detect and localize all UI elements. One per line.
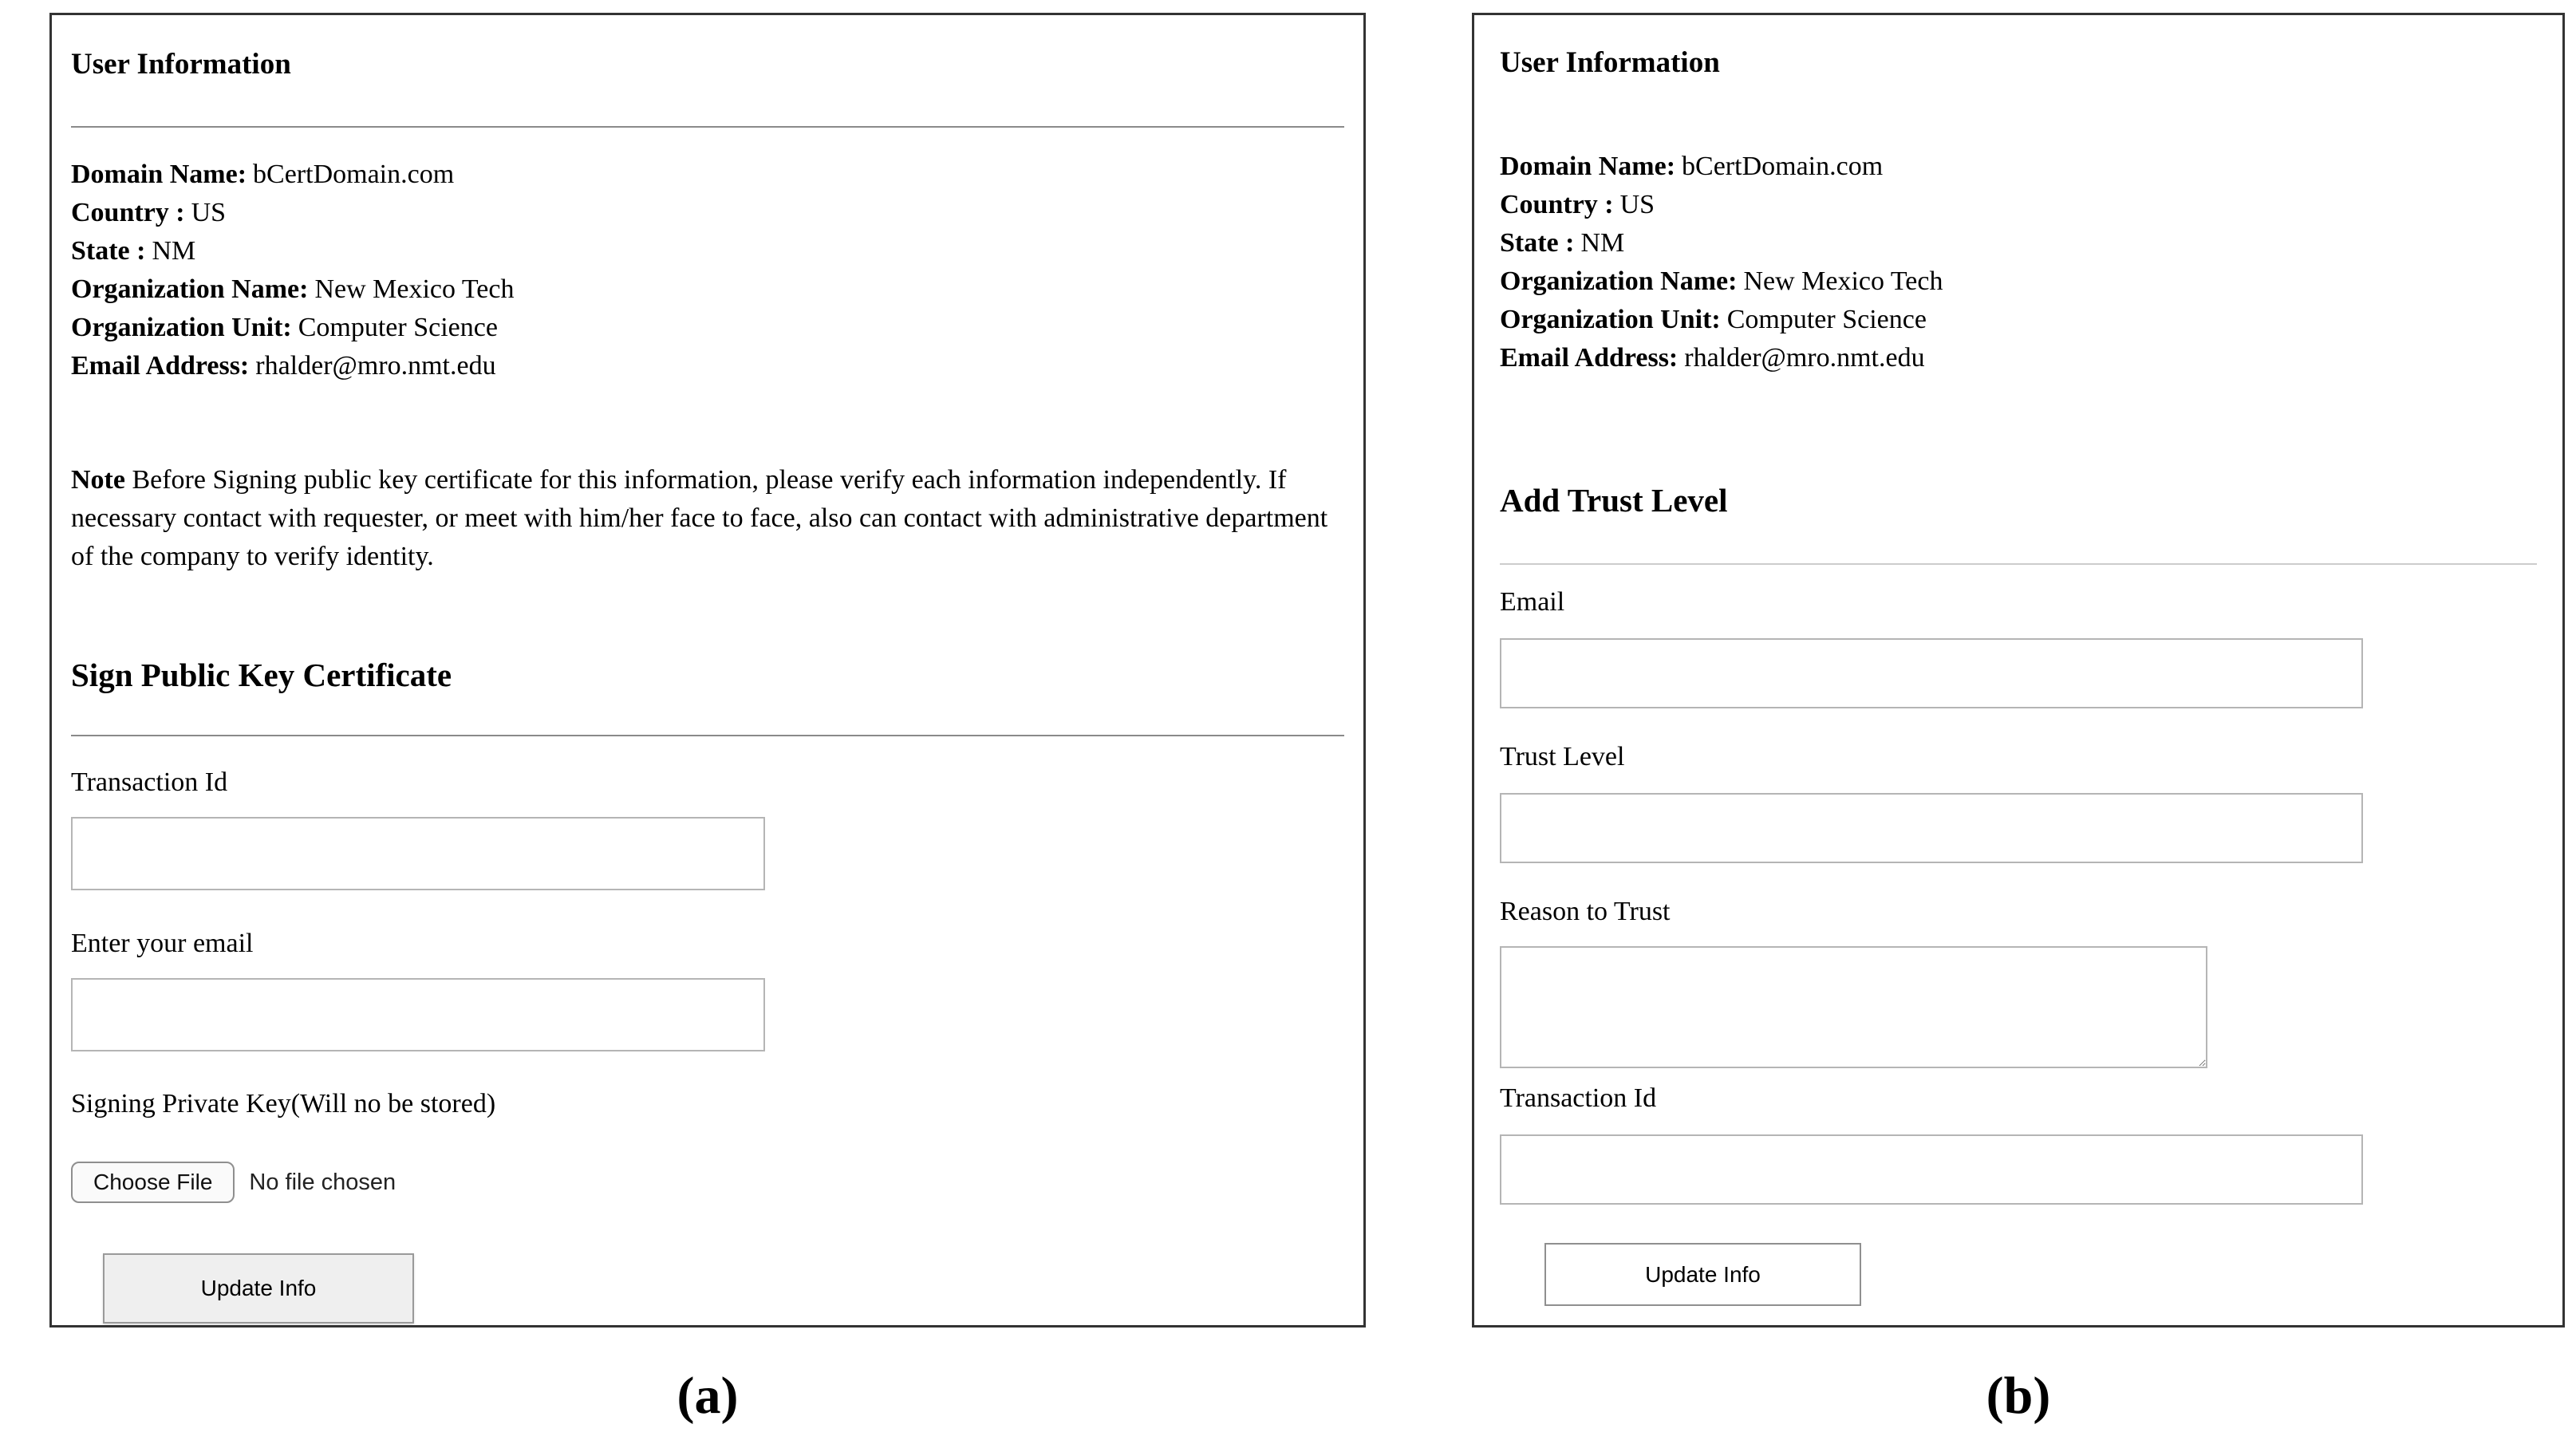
info-label: Email Address: <box>71 351 250 381</box>
info-value: New Mexico Tech <box>1743 266 1943 296</box>
figure-caption-a: (a) <box>677 1367 739 1425</box>
choose-file-button[interactable]: Choose File <box>71 1162 235 1203</box>
info-label: Email Address: <box>1500 343 1679 373</box>
reason-to-trust-textarea[interactable] <box>1500 946 2207 1068</box>
reason-to-trust-label: Reason to Trust <box>1500 897 1671 926</box>
info-state <box>1500 224 2537 262</box>
info-email-address <box>71 347 1344 385</box>
user-info-block <box>71 156 1344 385</box>
info-value: Computer Science <box>298 313 498 342</box>
private-key-label: Signing Private Key(Will no be stored) <box>71 1089 496 1118</box>
info-value: New Mexico Tech <box>314 274 515 304</box>
info-value: bCertDomain.com <box>253 160 455 189</box>
info-label: Country : <box>71 198 185 227</box>
update-info-button[interactable]: Update Info <box>103 1253 414 1324</box>
file-input-row <box>71 1162 1344 1203</box>
transaction-id-input[interactable] <box>1500 1134 2363 1205</box>
panel-add-trust-level <box>1472 13 2565 1328</box>
divider <box>71 735 1344 736</box>
verification-note <box>71 461 1339 576</box>
info-value: US <box>191 198 227 227</box>
info-value: US <box>1619 190 1655 219</box>
info-label: Organization Name: <box>71 274 309 304</box>
email-label: Email <box>1500 587 1565 617</box>
info-label: Domain Name: <box>1500 152 1676 181</box>
info-email-address <box>1500 339 2537 377</box>
info-value: rhalder@mro.nmt.edu <box>1684 343 1925 373</box>
info-label: State : <box>71 236 146 266</box>
info-organization-unit <box>71 309 1344 347</box>
figure-caption-b: (b) <box>1986 1367 2051 1425</box>
divider <box>1500 563 2537 565</box>
info-organization-name <box>71 270 1344 309</box>
update-info-button[interactable]: Update Info <box>1544 1243 1861 1306</box>
info-state <box>71 232 1344 270</box>
sign-section-title: Sign Public Key Certificate <box>71 657 452 693</box>
info-label: Organization Unit: <box>71 313 292 342</box>
email-input[interactable] <box>71 978 765 1051</box>
info-organization-name <box>1500 262 2537 301</box>
email-label: Enter your email <box>71 929 254 958</box>
trust-level-input[interactable] <box>1500 793 2363 863</box>
info-value: rhalder@mro.nmt.edu <box>255 351 496 381</box>
note-text: Before Signing public key certificate for this information, please verify each information independently. If necessary contact with requester, or meet with him/her face to face, also can contact with administrative department of the company to verify identity. <box>71 465 1328 571</box>
info-value: Computer Science <box>1726 305 1927 334</box>
email-input[interactable] <box>1500 638 2363 708</box>
info-country <box>71 194 1344 232</box>
transaction-id-input[interactable] <box>71 817 765 890</box>
transaction-id-label: Transaction Id <box>71 767 228 797</box>
info-domain-name <box>1500 148 2537 186</box>
note-label: Note <box>71 465 125 495</box>
info-value: NM <box>1580 228 1625 258</box>
trust-level-label: Trust Level <box>1500 742 1625 771</box>
transaction-id-label: Transaction Id <box>1500 1083 1657 1113</box>
trust-section-title: Add Trust Level <box>1500 482 1728 519</box>
user-info-title: User Information <box>71 48 291 81</box>
info-organization-unit <box>1500 301 2537 339</box>
info-value: NM <box>152 236 196 266</box>
user-info-block <box>1500 148 2537 377</box>
info-value: bCertDomain.com <box>1682 152 1884 181</box>
info-label: Country : <box>1500 190 1614 219</box>
info-domain-name <box>71 156 1344 194</box>
info-country <box>1500 186 2537 224</box>
info-label: Organization Name: <box>1500 266 1738 296</box>
panel-sign-certificate <box>49 13 1366 1328</box>
file-status-text: No file chosen <box>249 1169 396 1195</box>
user-info-title: User Information <box>1500 46 1720 79</box>
info-label: Organization Unit: <box>1500 305 1721 334</box>
info-label: State : <box>1500 228 1575 258</box>
divider <box>71 126 1344 128</box>
info-label: Domain Name: <box>71 160 247 189</box>
